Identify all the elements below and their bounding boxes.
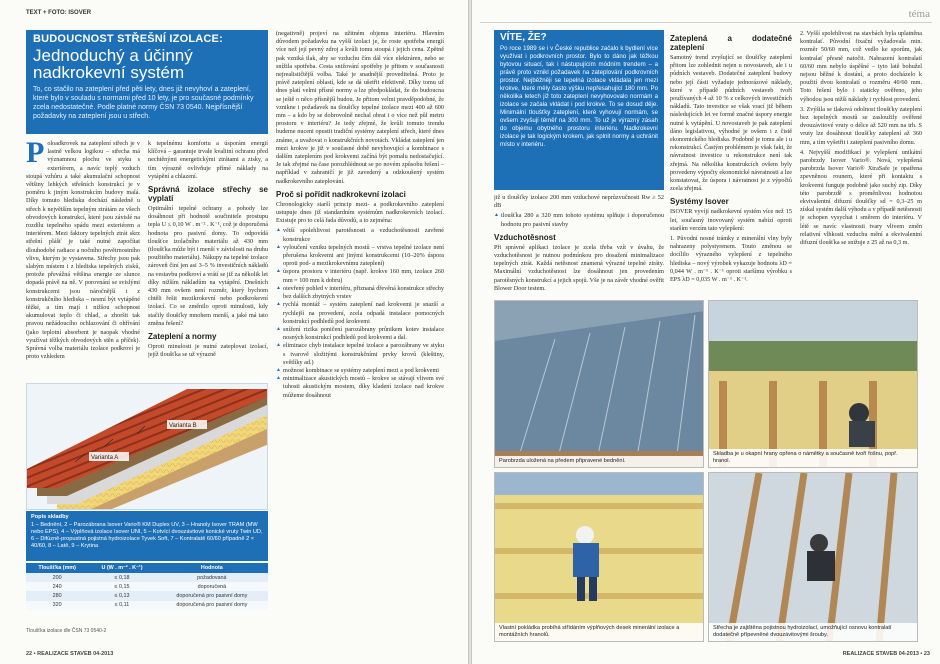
list-item: 2. Vyšší spolehlivost na stavbách byla uplatněna kontralať. Původní fixační vyžadovala min. rozměr 50/60 mm, což vedlo ke sporům, jak kontralať přesně natočit. Nahrazení kontralatí 60/60 mm nebylo úspěšné – tyto latě bohužel nejsou běžné k dostání, a proto docházelo k použití dvou kontralatí o rozměru 40/60 mm. Toto řešení bylo i staticky ověřeno, jeho výhodou jsou nižší náklady i rychlost provedení. <box>800 30 922 103</box>
right-column-3 <box>800 30 922 294</box>
photo-eaves-edge <box>708 300 918 468</box>
subheading: Proč si pořídit nadkrokevní izolaci <box>276 189 406 199</box>
insulation-table <box>26 563 268 610</box>
table-caption: Tloušťka izolace dle ČSN 73 0540-2 <box>26 628 107 634</box>
table-header: Tloušťka (mm) <box>26 563 88 573</box>
construction-photo <box>495 301 704 468</box>
right-page <box>472 0 940 664</box>
left-column-2 <box>148 140 268 380</box>
article-headline: Jednoduchý a účinný nadkrokevní systém <box>33 46 193 82</box>
drop-cap: P <box>26 140 45 169</box>
photo-vapour-barrier <box>494 300 704 468</box>
roof-section-diagram <box>26 383 268 510</box>
table-cell: 320 <box>26 601 88 610</box>
body-text: Samotný trend zvyšující se tloušťky zateplení přitom lze zohlednit nejen u novostaveb, ale i u půdních vestaveb. Dodatečné zateplení budovy nebo její části vyžaduje jednorázové náklady, které v případě půdních vestaveb tvoří používaných 4 až 10 % z celkových investičních nákladů. Tato investice se však vrací již během následujících let ve formě značné úspory energie nutné k vytápění. U novostaveb je pak zateplení dáno legislativou, výhodné je ovšem i z čistě ekonomického hlediska. Podobně je tomu ale i u rekonstrukcí. Častým problémem je však fakt, že návratnost investice u rekonstrukce není tak zřejmá. Na několika konstrukcích ovšem byly provedeny výpočty ekonomické návratnosti a lze konstatovat, že úspora i návratnost je z výpočtů zcela zřejmá. <box>670 54 792 193</box>
header-rule <box>480 22 932 23</box>
bullet-item: ▲ otevřený pohled v interiéru, přiznaná dřevěná konstrukce střechy bez dalších zbytných vrstev <box>276 285 444 301</box>
body-text: ISOVER vyvíjí nadkrokevní systém více než 15 let, současný inovovaný systém nabízí oproti starším verzím tato vylepšení: <box>670 208 792 232</box>
bullet-item: ▲ úspora prostoru v interiéru (např. krokve 160 mm, izolace 260 mm = 100 mm k dobru) <box>276 268 444 284</box>
table-cell: ≤ 0,18 <box>88 573 155 582</box>
table-header: Hodnota <box>156 563 268 573</box>
bullet-item: ▲ vyloučení vzniku tepelných mostů – vrstva tepelné izolace není přerušena krokvemi ani jinými konstrukcemi (10–20% úspora oproti pod- a mezikrokevnímu zateplení) <box>276 244 444 269</box>
table-cell: ≤ 0,11 <box>88 601 155 610</box>
table-row <box>26 573 268 582</box>
right-column-2 <box>670 30 792 294</box>
left-page <box>0 0 468 664</box>
roof-layers-illustration <box>27 384 268 510</box>
table-cell: doporučená <box>156 582 268 591</box>
table-row <box>26 601 268 610</box>
subheading: Správná izolace střechy se vyplatí <box>148 185 268 204</box>
section-tema: téma <box>908 8 930 20</box>
photo-insulation-laying <box>494 472 704 642</box>
table-cell: ≤ 0,15 <box>88 582 155 591</box>
bullet-item: ▲ snížení rizika poničení parozábrany průnikem kotev instalace nosných konstrukcí podhledů pod krokvemi a dal. <box>276 326 444 342</box>
left-column-3 <box>276 30 444 640</box>
body-text: Oproti minulosti je nutné zateplovat izolací, jejíž tloušťka se už výrazně <box>148 343 268 359</box>
table-row <box>26 591 268 600</box>
photo-caption: Střecha je zajištěna pojistnou hydroizolací, umožňující osnovu kontralatí dodatečně přípevněné dvouzávitovými šrouby. <box>709 623 917 641</box>
variant-b-label: Varianta B <box>169 423 197 429</box>
bullet-item: ▲ možnost kombinace se systémy zateplení mezi a pod krokvemi <box>276 367 444 375</box>
page-footer-right: REALIZACE STAVEB 04-2013 • 23 <box>842 651 930 657</box>
list-item: 4. Nejvyšší modifikací je vylepšení unikátní parobrzdy Isover Vario®. Nová, vylepšená parobrzda Isover Vario® XtraSafe je opatřena zpevněnou rounem, které při kontaktu s krokvemi funguje podobně jako suchý zip. Díky této parobrzdě s proměnlivou hodnotou ekvivalentní difuzní tloušťky sd = 0,3–25 m získal systém další výhodu a v případě netěsnosti je schopen vysychat i směrem do interiéru. V létě se navíc vlastnosti tvary vlivem změn relativní vlhkosti vzduchu mění a ekvivalentní difuzní tloušťka se snižuje z 25 až na 0,3 m. <box>800 148 922 247</box>
table-cell: 200 <box>26 573 88 582</box>
bullet-item: ▲ rychlá montáž – systém zateplení nad krokvemi je snazší a rychlejší na provedení, zcela odpadá instalace pomocných konstrukcí podhledů pod krokvemi <box>276 301 444 326</box>
subheading: Zateplená a dodatečné zateplení <box>670 34 792 52</box>
list-item: 3. Zvýšila se tlaková odolnost tloušťky zateplení bez tepelných mostů se zasloužily ověřené dvouzávitové vruty o délce až 520 mm na trh. S vruty lze dosáhnout tloušťky zateplení až 360 mm, a tím vyšetřit i zateplení pasivního domu. <box>800 105 922 146</box>
article-lead: To, co stačilo na zateplení před pěti lety, dnes již nevyhoví a zateplení, které bylo v souladu s normami před 10 lety, je pro současné podmínky zcela nedostatečné. Podle platné normy ČSN 73 0540. Nejpřísnější požadavky na zateplení jsou u střech. <box>33 86 254 120</box>
left-column-1 <box>26 140 140 380</box>
body-text: již u tloušťky izolace 200 mm vzduchové neprůzvučnosti Rw ≥ 52 dB <box>494 194 664 210</box>
body-text: oloadkrovek na zateplení střech je v lastně velkou logikou – střecha má významnou plochu ve styku s exteriérem, a navíc teplý vzduch stoupá vzhůru a také akumulační schopnost většiny lehkých střešních konstrukcí je v poměru k jiným konstrukcím budovy malá. Díky tomuto hledisku dochází následně u střech k největším tepelným ztrátám ze všech obvodových konstrukcí, které jsou závislé na rozdílu tepelného spádu mezi exteriérem a interiérem. Mezi faktory tepelných ztrát skrz střešní plášť je také nutné započítat dlouhodobé radiace a nočního povětrnostního vlivu, kterým je vystavena. Střechy jsou pak slabým místem i z hlediska tepelných zisků, protože převážná většina energie ze slunce dopadá právě na ně. V porovnání se svislými konstrukcemi jsou náročnější i z konstrukčního hlediska – nesmí být vytápěné těžké, a tím mají i nižšou schopnost akumulovat teplo či chlad, a zhoršit tak pravou nežádoucího ochlazování či ohřívání (jako teplotní absorbent je naopak vhodné využívat těžkých obvodových stěn a příček). Správná volba materiálu izolace podkroví je proto vzhledem <box>26 140 140 361</box>
subheading: Zateplení a normy <box>148 332 217 342</box>
variant-a-label: Varianta A <box>91 455 119 461</box>
construction-photo <box>709 473 918 642</box>
right-column-1 <box>494 194 664 294</box>
photo-caption: Skladba je u okapní hrany opřena o námětky a současně tvoří fošnu, popř. hranol. <box>709 449 917 467</box>
photo-counter-battens <box>708 472 918 642</box>
table-row <box>26 582 268 591</box>
article-kicker: BUDOUCNOST STŘEŠNÍ IZOLACE: <box>33 33 223 45</box>
table-cell: 280 <box>26 591 88 600</box>
page-footer-left: 22 • REALIZACE STAVEB 04-2013 <box>26 651 114 657</box>
subheading: Vzduchotěsnost <box>494 232 556 242</box>
table-cell: doporučená pro pasivní domy <box>156 591 268 600</box>
sidebar-title: VÍTE, ŽE? <box>500 32 547 43</box>
title-box <box>26 30 268 134</box>
construction-photo <box>709 301 918 468</box>
bullet-item: ▲ minimalizace akustických mostů – krokve se stávají vlivem své tuhosti akustickým mostem, díky kladení izolace nad krokve můžeme dosáhnout <box>276 375 444 400</box>
body-text: (negativně) projeví na užitném objemu interiéru. Hlavním důvodem požadavku na vyšší izolaci je, že roste spotřeba energií více než její pevný zdroj a kvůli tomu stoupá i jejich cena. Zpětně pak vzniká tlak, aby se vzduchu čím dál více elektráren, nebo se snížila spotřeba. Cesta snižování spotřeby je přitom v současnosti nejrealističtější volba. Také je snadnější proveditelná. Proto je právě zateplení oblastí, kde se dá ušetřit efektivně. Díky tomu už dnes platí velmi přísné normy a lze předpokládat, že do budoucna se ještě o něco přísnější budou. Je přitom velmi pravděpodobné, že vznikne i požadavek na tloušťky tepelné izolace mezi 400 až 600 mm – a kdo by se dobrovolně nechal obrat i o více než půl metru prostoru v interiéru? Je tedy zřejmé, že kvůli tomuto trendu budeme nuceni opustit tradiční systémy zateplení střech, které dnes známe, a uvažovat o konstrukčních novotách. Vkládat zateplení jen mezi krokve je již v současné době nevyhovující a kombinace s dalším zateplením pod krokvemi začíná být pomalu nedostačující. Je tak zřejmé na čase porozhlédnout se po novém způsobu řešení – například v zahraničí je již zavedený a odzkoušený systém nadkrokevního zateplování. <box>276 30 444 185</box>
bullet-item: ▲ větší spolehlivost parotěsnosti a vzduchotěsnosti zavřené konstrukce <box>276 227 444 243</box>
table-header-row <box>26 563 268 573</box>
bullet-item: ▲ tloušťka 280 a 320 mm tohoto systému splňuje i doporučenou hodnotu pro pasivní stavby <box>494 212 664 228</box>
did-you-know-box <box>494 30 664 190</box>
legend-text: 1 – Bednění, 2 – Parozábrana Isover Vario® KM Duplex UV, 3 – Hranoly Isover TRAM (MW nebo EPS), 4 – Výplňová izolace Isover UNI, 5 – Kotvící dvouzávitové konické vruty Twin UD, 6 – Difúzně-propustná pojistná hydroizolace Tyvek Soft, 7 – Kontralatě 60/60 případně 2 × 40/60, 8 – Latě, 9 – Krytina <box>31 522 263 549</box>
composition-legend <box>26 511 268 561</box>
table-cell: ≤ 0,13 <box>88 591 155 600</box>
table-cell: požadovaná <box>156 573 268 582</box>
bullet-item: ▲ eliminace chyb instalace tepelné izolace a parozábrany ve styku s tvarově složitými konstrukčními prvky krovů (kleštiny, světlíky ad.) <box>276 342 444 367</box>
list-item: 1. Původní nosné trámky z minerální vlny byly nahrazeny polystyrenem. Touto změnou se docílilo výrazného vylepšení z tepelného hlediska – nový výrobek vykazuje hodnotu λD = 0,044 W . m⁻¹ . K⁻¹ oproti staršímu výrobku s EPS λD = 0,035 W . m⁻¹ . K⁻¹. <box>670 235 792 284</box>
body-text: Chronologicky starší princip mezi- a podkrokevního zateplení ustupuje dnes již standardním systémům nadkrokevních izolací. Existuje pro to celá řada důvodů, a to zejména: <box>276 200 444 225</box>
legend-title: Popis skladby <box>31 514 69 520</box>
photo-caption: Parobrzda uložená na předem připravené bednění. <box>495 456 703 467</box>
photo-caption: Vlastní pokládka probíhá střídáním výplňových desek minerální izolace a montážních hranolů. <box>495 623 703 641</box>
body-text: Při správné aplikaci izolace je zcela třeba vzít v úvahu, že vzduchotěsnost je nutnou podmínkou pro dosažení minimalizace tepelných ztrát. Každá netěsnost znamená výrazné tepelné ztráty. Maximální vzduchotěsnost lze dosáhnout jen provedením parotěsných konstrukcí a jejich spojů. Vše je na závěr vhodné ověřit Blower Door testem. <box>494 243 664 292</box>
body-text: Optimální tepelné ochrany a pohody lze dosáhnout při hodnotě součinitele prostupu tepla U ≤ 0,10 W . m⁻² . K⁻¹, což je doporučená hodnota pro pasivní domy. To odpovídá tloušťce izolačního materiálu až 430 mm (tloušťka může být i menší v závislosti na druhu použitého materiálu). Nákupy na tepelné izolace zároveň činí jen asi 3–5 % investičních nákladů na vestavbu podkroví a vrátí se již za několik let díky nižším nákladům na vytápění. Dnešních 430 mm ovšem není rozměr, který bychom chtěli řešit mezikrokevní nebo podkrokevní izolací. Co se změnilo oproti minulosti, kdy stačily tloušťky mnohem menší, a jaké má tato změna řešení? <box>148 205 268 327</box>
subheading: Systémy Isover <box>670 197 729 207</box>
table-header: U (W . m⁻² . K⁻¹) <box>88 563 155 573</box>
construction-photo <box>495 473 704 642</box>
sidebar-text: Po roce 1989 se i v České republice začalo k bydlení více využívat i podkrovních prostor. Bylo to dáno jak těžkou bytovou situací, tak i nástupujícím módním trendem – a právě proto vznikl požadavek na zateplování podkrovních prostor. Nejběžněji se tepelná izolace vkládala jen mezi krokve, které měly často výšku nepřesahující 180 mm. Po několika letech již toto zateplení nevyhovovalo normám a izolace se začala vkládat i pod krokve. To se dosud děje. Minimální tloušťky zateplení, které vyhovují normám, se ovšem zvyšují téměř na 300 mm. To už je výrazný zásah do objemu obytného prostoru interiéru. Nadkrokevní izolace je tak logickým krokem, jak splnit normy a uchránit místo v interiéru. <box>500 45 658 148</box>
section-label: TEXT + FOTO: ISOVER <box>26 10 92 16</box>
table-cell: doporučená pro pasivní domy <box>156 601 268 610</box>
table-cell: 240 <box>26 582 88 591</box>
body-text: k tepelnému komfortu a úsporám energií klíčová – garantuje trvale kvalitní ochranu před nechtěnými energetickými ztrátami a zisky, a tím výrazně ovlivňuje přímé náklady na vytápění a chlazení. <box>148 140 268 180</box>
